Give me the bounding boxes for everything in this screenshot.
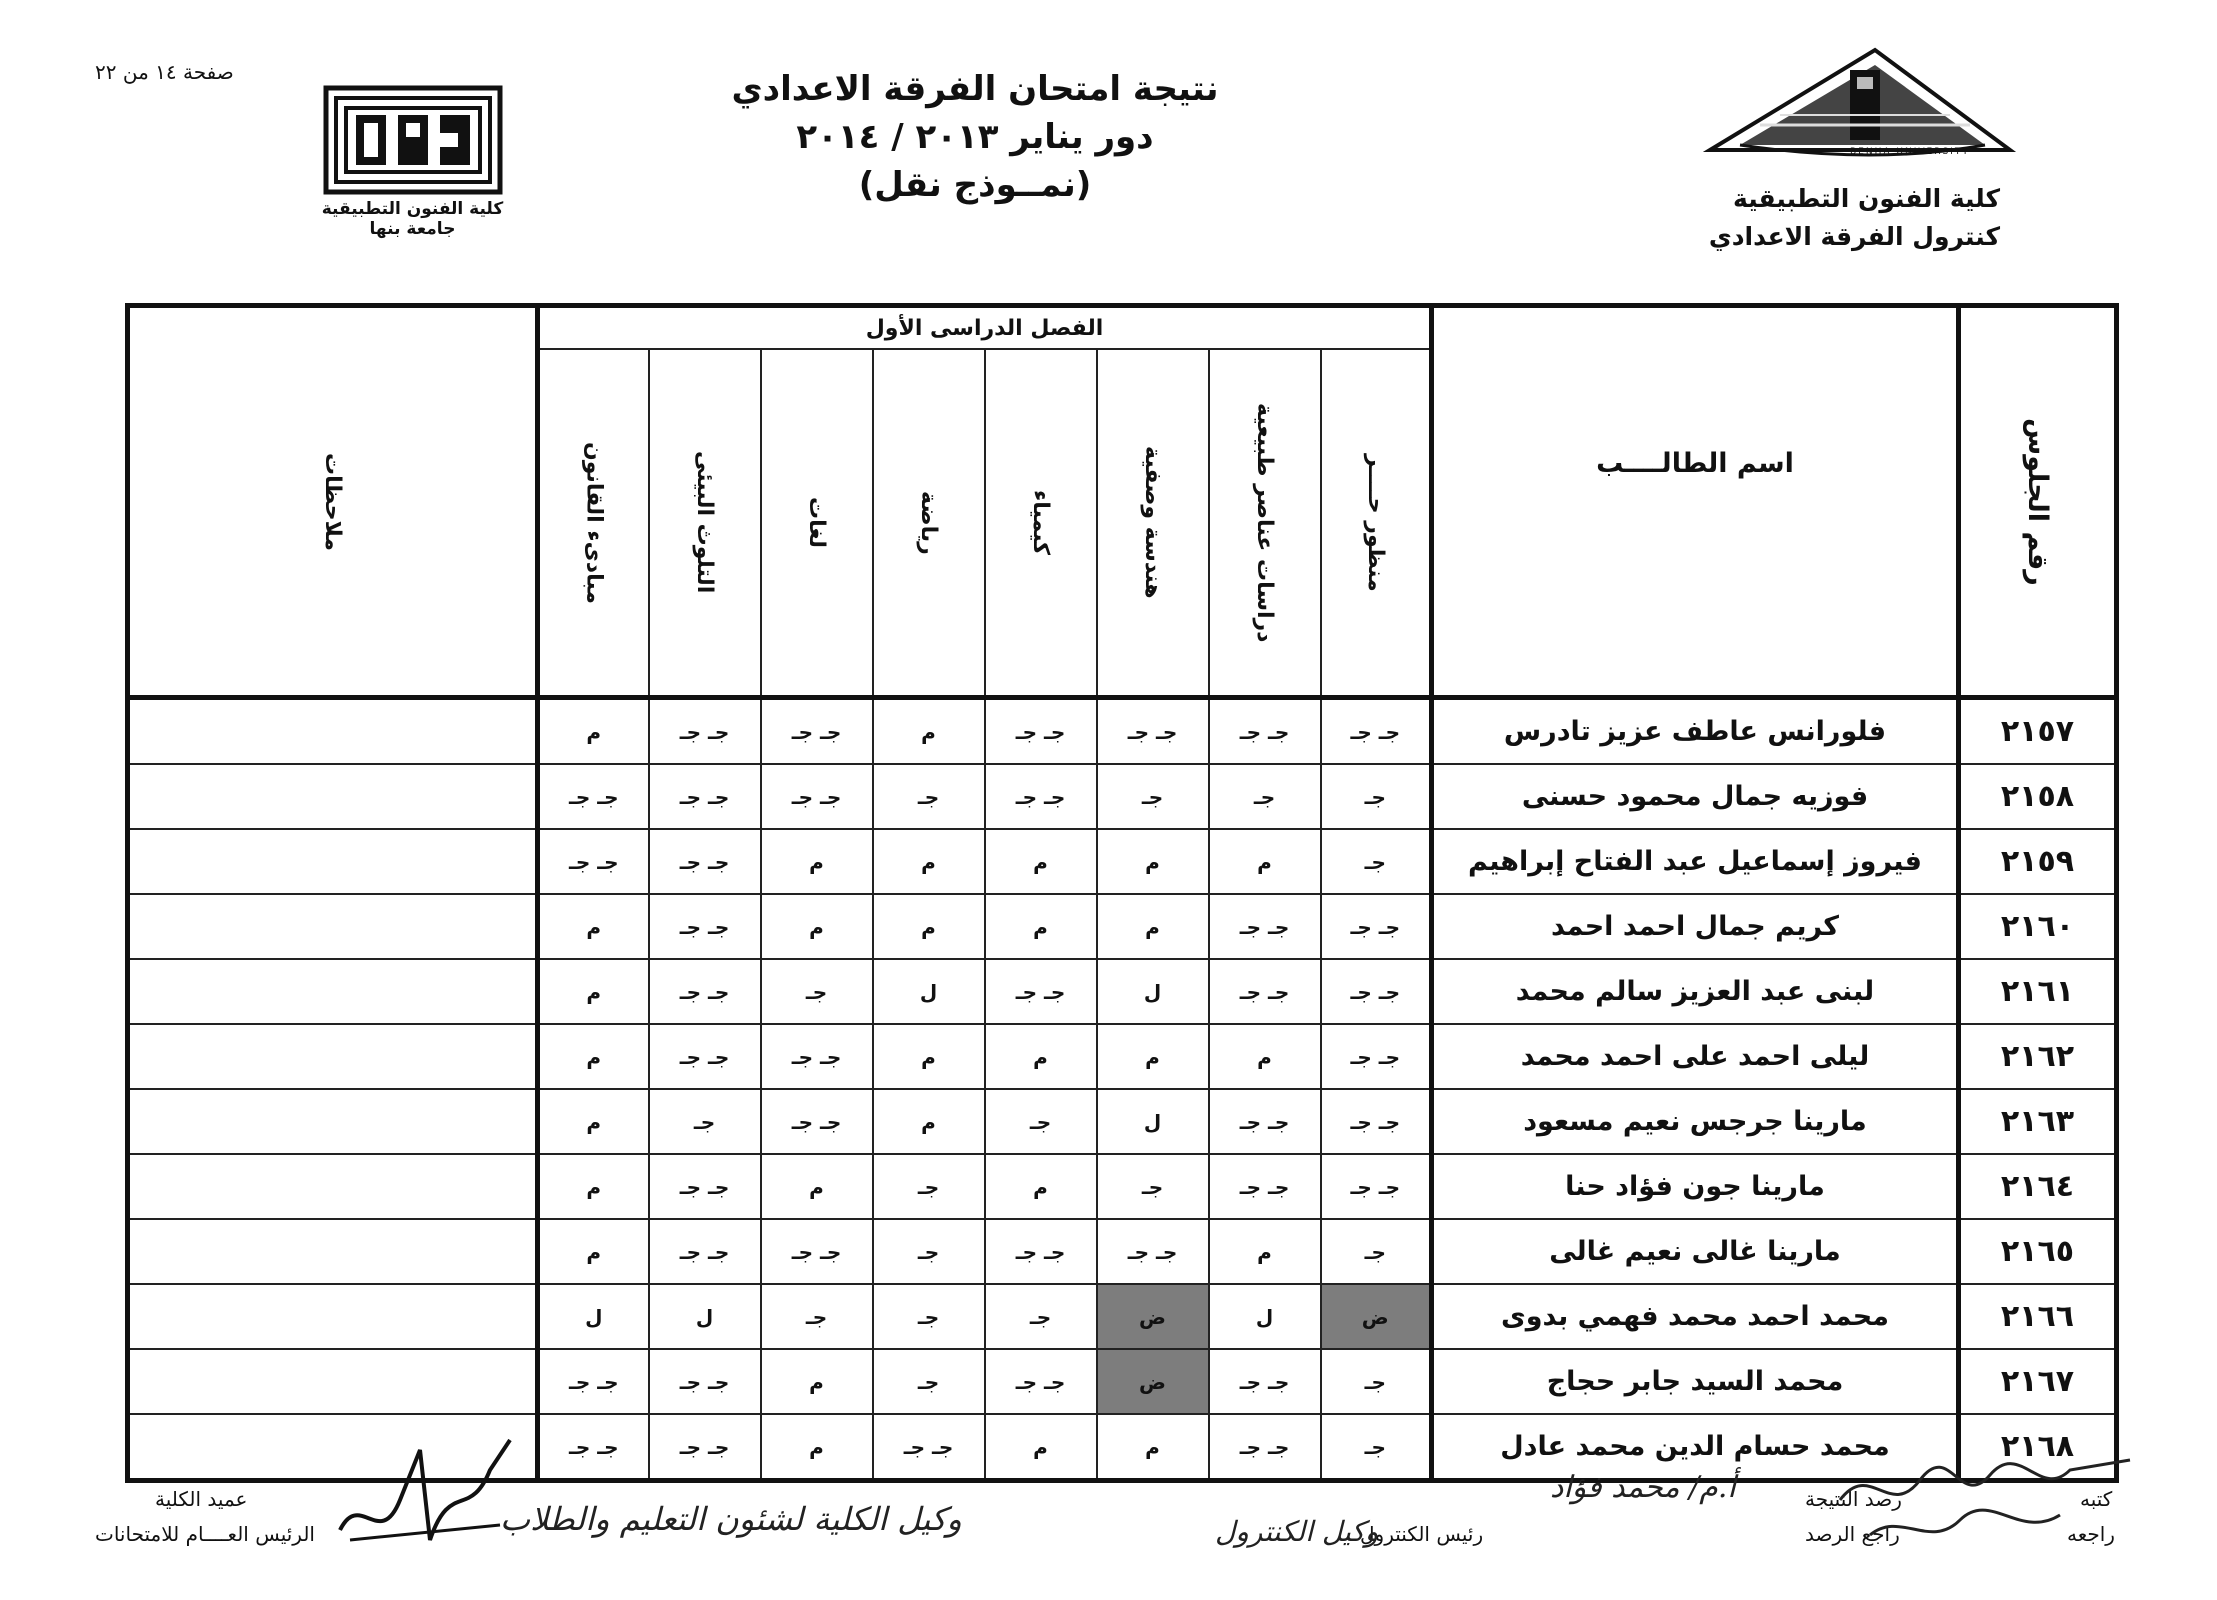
grade-cell: جـ جـ — [649, 959, 761, 1024]
student-name: مارينا غالى نعيم غالى — [1432, 1219, 1959, 1284]
grade-cell: م — [538, 1219, 649, 1284]
control-name: كنترول الفرقة الاعدادي — [1708, 222, 2000, 251]
table-row — [128, 1284, 2117, 1349]
grade-cell: جـ — [985, 1284, 1097, 1349]
faculty-logo — [295, 85, 530, 239]
exam-head-label: الرئيس العــــام للامتحانات — [95, 1522, 315, 1546]
control-head-label: رئيس الكنترول — [1360, 1522, 1484, 1546]
grade-cell: جـ جـ — [1209, 894, 1321, 959]
grade-cell: م — [1209, 1219, 1321, 1284]
seat-number: ٢١٦٧ — [1959, 1349, 2117, 1414]
seat-number: ٢١٥٩ — [1959, 829, 2117, 894]
grade-cell: م — [873, 894, 985, 959]
grade-cell: جـ جـ — [538, 1349, 649, 1414]
grade-cell: جـ جـ — [1209, 1414, 1321, 1481]
seat-number: ٢١٦٦ — [1959, 1284, 2117, 1349]
notes-cell — [128, 1089, 538, 1154]
notes-cell — [128, 1284, 538, 1349]
grade-cell: جـ جـ — [649, 1414, 761, 1481]
grade-cell: جـ جـ — [649, 698, 761, 765]
table-row — [128, 1349, 2117, 1414]
grade-cell: جـ — [873, 1219, 985, 1284]
student-name: فوزيه جمال محمود حسنى — [1432, 764, 1959, 829]
student-name: لبنى عبد العزيز سالم محمد — [1432, 959, 1959, 1024]
grade-cell: م — [761, 894, 873, 959]
table-row — [128, 764, 2117, 829]
seat-number: ٢١٦٤ — [1959, 1154, 2117, 1219]
grade-cell: ل — [649, 1284, 761, 1349]
grade-cell: جـ جـ — [1097, 698, 1209, 765]
grade-cell: جـ جـ — [761, 1089, 873, 1154]
grade-cell: جـ جـ — [1321, 1024, 1432, 1089]
title-line-1: نتيجة امتحان الفرقة الاعدادي — [731, 69, 1219, 109]
subject-header: منظور حــــر — [1321, 349, 1432, 698]
grade-cell: ض — [1097, 1349, 1209, 1414]
grade-cell: م — [1097, 829, 1209, 894]
notes-cell — [128, 698, 538, 765]
monitor-reviewer-label: راجع الرصد — [1805, 1522, 1900, 1546]
subject-header: كيمياء — [985, 349, 1097, 698]
grade-cell: م — [761, 1154, 873, 1219]
grade-cell: م — [538, 1154, 649, 1219]
grade-cell: جـ جـ — [1209, 1154, 1321, 1219]
seat-number: ٢١٦٥ — [1959, 1219, 2117, 1284]
dean-label: عميد الكلية — [155, 1487, 248, 1511]
student-name: فلورانس عاطف عزيز تادرس — [1432, 698, 1959, 765]
grade-cell: جـ — [1321, 829, 1432, 894]
grade-cell: جـ جـ — [985, 959, 1097, 1024]
grade-cell: جـ جـ — [1209, 698, 1321, 765]
grade-cell: جـ — [985, 1089, 1097, 1154]
grade-cell: م — [538, 1089, 649, 1154]
grade-cell: جـ — [1209, 764, 1321, 829]
faculty-name: كلية الفنون التطبيقية — [1733, 184, 2000, 213]
notes-cell — [128, 829, 538, 894]
grade-cell: ض — [1321, 1284, 1432, 1349]
signature-right-icon — [1830, 1440, 2150, 1560]
seat-number-header: رقم الجلوس — [1959, 306, 2117, 698]
grade-cell: جـ جـ — [649, 829, 761, 894]
table-row — [128, 959, 2117, 1024]
grade-cell: م — [985, 829, 1097, 894]
grade-cell: م — [873, 829, 985, 894]
grade-cell: جـ جـ — [649, 1024, 761, 1089]
grade-cell: م — [538, 959, 649, 1024]
student-name: فيروز إسماعيل عبد الفتاح إبراهيم — [1432, 829, 1959, 894]
grade-cell: م — [1097, 1414, 1209, 1481]
grade-cell: جـ — [873, 1349, 985, 1414]
grade-cell: جـ — [761, 1284, 873, 1349]
semester-header: الفصل الدراسى الأول — [538, 306, 1432, 350]
notes-cell — [128, 1024, 538, 1089]
grade-cell: جـ — [873, 1284, 985, 1349]
grade-cell: جـ جـ — [761, 764, 873, 829]
grade-cell: م — [985, 1414, 1097, 1481]
grade-cell: م — [1209, 1024, 1321, 1089]
grade-cell: م — [1097, 1024, 1209, 1089]
table-row — [128, 829, 2117, 894]
grade-cell: م — [873, 698, 985, 765]
notes-cell — [128, 1219, 538, 1284]
grade-cell: جـ جـ — [538, 1414, 649, 1481]
grade-cell: ض — [1097, 1284, 1209, 1349]
subject-header: التلوث البيئى — [649, 349, 761, 698]
grade-cell: جـ — [1097, 764, 1209, 829]
seat-number: ٢١٦٢ — [1959, 1024, 2117, 1089]
subject-header: رياضة — [873, 349, 985, 698]
table-row — [128, 894, 2117, 959]
handwritten-vice-dean: وكيل الكلية لشئون التعليم والطلاب — [500, 1500, 962, 1538]
notes-cell — [128, 959, 538, 1024]
grade-cell: ل — [1097, 1089, 1209, 1154]
grade-cell: جـ جـ — [1321, 698, 1432, 765]
notes-cell — [128, 1154, 538, 1219]
left-logo-line-2: جامعة بنها — [369, 219, 456, 239]
table-row — [128, 698, 2117, 765]
grade-cell: جـ جـ — [985, 1349, 1097, 1414]
faculty-logo-icon — [323, 85, 503, 195]
grade-cell: جـ جـ — [985, 698, 1097, 765]
page-title — [700, 65, 1250, 209]
grade-cell: جـ جـ — [873, 1414, 985, 1481]
subject-header: هندسة وصفية — [1097, 349, 1209, 698]
grade-cell: جـ جـ — [985, 764, 1097, 829]
grade-cell: م — [538, 698, 649, 765]
table-row — [128, 1089, 2117, 1154]
title-line-3: (نمــوذج نقل) — [858, 165, 1092, 205]
student-name: مارينا جرجس نعيم مسعود — [1432, 1089, 1959, 1154]
notes-cell — [128, 1349, 538, 1414]
student-name: مارينا جون فؤاد حنا — [1432, 1154, 1959, 1219]
grade-cell: جـ — [1321, 1414, 1432, 1481]
grade-cell: جـ — [873, 1154, 985, 1219]
seat-number: ٢١٦٨ — [1959, 1414, 2117, 1481]
written-by-label: كتبه — [2080, 1487, 2113, 1511]
grade-cell: ل — [1097, 959, 1209, 1024]
grade-cell: جـ جـ — [1321, 1154, 1432, 1219]
seat-number: ٢١٥٨ — [1959, 764, 2117, 829]
grade-cell: جـ جـ — [761, 698, 873, 765]
grade-cell: م — [985, 1154, 1097, 1219]
subject-header: دراسات عناصر طبيعية — [1209, 349, 1321, 698]
grade-cell: جـ جـ — [1321, 1089, 1432, 1154]
result-monitor-label: رصد النتيجة — [1805, 1487, 1902, 1511]
subject-header: مبادىء القانون — [538, 349, 649, 698]
grade-cell: ل — [1209, 1284, 1321, 1349]
grade-cell: جـ — [649, 1089, 761, 1154]
grade-cell: جـ جـ — [649, 894, 761, 959]
left-logo-line-1: كلية الفنون التطبيقية — [321, 199, 504, 219]
grade-cell: جـ جـ — [1321, 959, 1432, 1024]
grade-cell: جـ جـ — [1209, 959, 1321, 1024]
student-name-header: اسم الطالــــب — [1432, 306, 1959, 698]
notes-cell — [128, 764, 538, 829]
grade-cell: جـ جـ — [1209, 1349, 1321, 1414]
grade-cell: م — [538, 894, 649, 959]
handwritten-control: وكيل الكنترول — [1215, 1515, 1379, 1548]
grade-cell: جـ — [1321, 764, 1432, 829]
page-number: صفحة ١٤ من ٢٢ — [95, 60, 234, 84]
grade-cell: جـ جـ — [649, 1349, 761, 1414]
grade-cell: جـ جـ — [761, 1024, 873, 1089]
grade-cell: م — [873, 1024, 985, 1089]
grade-cell: جـ — [761, 959, 873, 1024]
grade-cell: م — [1097, 894, 1209, 959]
grade-cell: م — [873, 1089, 985, 1154]
seat-number: ٢١٦٠ — [1959, 894, 2117, 959]
results-table — [125, 303, 2119, 1483]
grade-cell: جـ جـ — [538, 764, 649, 829]
notes-cell — [128, 894, 538, 959]
seat-number: ٢١٦١ — [1959, 959, 2117, 1024]
grade-cell: جـ — [1321, 1219, 1432, 1284]
student-name: محمد حسام الدين محمد عادل — [1432, 1414, 1959, 1481]
grade-cell: ل — [873, 959, 985, 1024]
faculty-info — [1700, 180, 2000, 256]
right-logo-text: BENHA UNIVERSITY — [1850, 147, 1970, 157]
seat-number: ٢١٦٣ — [1959, 1089, 2117, 1154]
grade-cell: م — [1209, 829, 1321, 894]
grade-cell: جـ جـ — [649, 764, 761, 829]
grade-cell: م — [538, 1024, 649, 1089]
grade-cell: م — [761, 1414, 873, 1481]
student-name: ليلى احمد على احمد محمد — [1432, 1024, 1959, 1089]
student-name: محمد احمد محمد فهمي بدوى — [1432, 1284, 1959, 1349]
grade-cell: جـ جـ — [538, 829, 649, 894]
grade-cell: جـ جـ — [649, 1154, 761, 1219]
reviewed-by-label: راجعه — [2067, 1522, 2115, 1546]
signature-left-icon — [330, 1430, 520, 1570]
grade-cell: جـ جـ — [1097, 1219, 1209, 1284]
grade-cell: جـ — [1321, 1349, 1432, 1414]
grade-cell: جـ جـ — [649, 1219, 761, 1284]
table-row — [128, 1024, 2117, 1089]
table-row — [128, 1219, 2117, 1284]
grade-cell: جـ جـ — [985, 1219, 1097, 1284]
grade-cell: م — [985, 894, 1097, 959]
handwritten-name: أ.م/ محمد فؤاد — [1550, 1470, 1736, 1505]
grade-cell: جـ — [1097, 1154, 1209, 1219]
grade-cell: جـ جـ — [1321, 894, 1432, 959]
grade-cell: جـ جـ — [1209, 1089, 1321, 1154]
university-logo — [1700, 45, 2030, 169]
student-name: محمد السيد جابر حجاج — [1432, 1349, 1959, 1414]
table-row — [128, 1154, 2117, 1219]
subject-header: لغات — [761, 349, 873, 698]
grade-cell: م — [985, 1024, 1097, 1089]
student-name: كريم جمال احمد احمد — [1432, 894, 1959, 959]
grade-cell: جـ — [873, 764, 985, 829]
notes-header: ملاحظات — [128, 306, 538, 698]
grade-cell: ل — [538, 1284, 649, 1349]
seat-number: ٢١٥٧ — [1959, 698, 2117, 765]
grade-cell: جـ جـ — [761, 1219, 873, 1284]
grade-cell: م — [761, 829, 873, 894]
grade-cell: م — [761, 1349, 873, 1414]
title-line-2: دور يناير ٢٠١٣ / ٢٠١٤ — [796, 117, 1154, 157]
